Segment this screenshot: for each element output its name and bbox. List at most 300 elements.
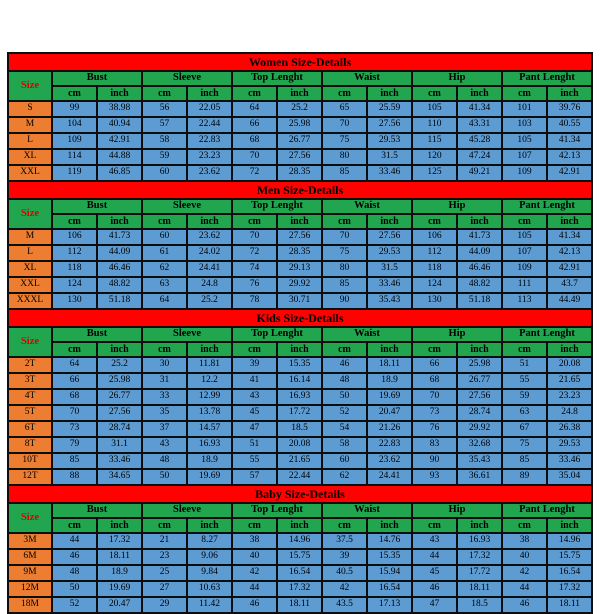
value-cell: 12.99 <box>187 389 232 405</box>
value-cell: 67 <box>502 421 547 437</box>
unit-header: cm <box>232 518 277 533</box>
value-cell: 85 <box>52 453 97 469</box>
unit-header: cm <box>412 342 457 357</box>
value-cell: 57 <box>232 469 277 485</box>
value-cell: 29 <box>142 597 187 613</box>
column-group-header: Waist <box>322 503 412 518</box>
value-cell: 13.78 <box>187 405 232 421</box>
column-group-header: Bust <box>52 71 142 86</box>
value-cell: 23.23 <box>187 149 232 165</box>
unit-header: inch <box>547 214 592 229</box>
value-cell: 17.13 <box>367 597 412 613</box>
value-cell: 25.98 <box>277 117 322 133</box>
value-cell: 111 <box>502 277 547 293</box>
value-cell: 109 <box>502 165 547 181</box>
unit-header: inch <box>457 518 502 533</box>
value-cell: 19.69 <box>97 581 142 597</box>
value-cell: 68 <box>412 373 457 389</box>
value-cell: 25.98 <box>457 357 502 373</box>
value-cell: 42 <box>232 565 277 581</box>
value-cell: 16.54 <box>277 565 322 581</box>
value-cell: 17.32 <box>277 581 322 597</box>
table-row <box>8 565 592 581</box>
value-cell: 101 <box>502 101 547 117</box>
table-row <box>8 373 592 389</box>
size-table-section <box>7 180 593 310</box>
value-cell: 42.13 <box>547 149 592 165</box>
value-cell: 68 <box>232 133 277 149</box>
value-cell: 22.83 <box>187 133 232 149</box>
column-group-header: Sleeve <box>142 71 232 86</box>
value-cell: 88 <box>52 469 97 485</box>
value-cell: 93 <box>412 469 457 485</box>
value-cell: 72 <box>232 165 277 181</box>
value-cell: 66 <box>52 373 97 389</box>
value-cell: 68 <box>52 389 97 405</box>
value-cell: 59 <box>142 149 187 165</box>
value-cell: 22.44 <box>277 469 322 485</box>
unit-header: cm <box>232 86 277 101</box>
unit-header: cm <box>322 86 367 101</box>
value-cell: 52 <box>52 597 97 613</box>
value-cell: 78 <box>232 293 277 309</box>
value-cell: 27.56 <box>367 117 412 133</box>
value-cell: 75 <box>322 245 367 261</box>
value-cell: 16.54 <box>547 565 592 581</box>
value-cell: 19.69 <box>187 469 232 485</box>
value-cell: 80 <box>322 149 367 165</box>
size-cell: 6M <box>8 549 52 565</box>
unit-header: cm <box>412 214 457 229</box>
size-cell: 8T <box>8 437 52 453</box>
column-group-header: Pant Lenght <box>502 503 592 518</box>
value-cell: 10.63 <box>187 581 232 597</box>
unit-header: cm <box>232 342 277 357</box>
value-cell: 42 <box>322 581 367 597</box>
value-cell: 20.08 <box>547 357 592 373</box>
value-cell: 18.9 <box>97 565 142 581</box>
value-cell: 85 <box>322 165 367 181</box>
value-cell: 45 <box>232 405 277 421</box>
value-cell: 73 <box>52 421 97 437</box>
value-cell: 64 <box>232 101 277 117</box>
value-cell: 39 <box>232 357 277 373</box>
value-cell: 16.93 <box>457 533 502 549</box>
column-group-header: Sleeve <box>142 503 232 518</box>
value-cell: 57 <box>142 117 187 133</box>
size-cell: 12M <box>8 581 52 597</box>
value-cell: 17.32 <box>457 549 502 565</box>
table-row <box>8 165 592 181</box>
value-cell: 21.65 <box>277 453 322 469</box>
value-cell: 15.75 <box>547 549 592 565</box>
column-group-header: Bust <box>52 503 142 518</box>
value-cell: 41.34 <box>547 133 592 149</box>
value-cell: 17.72 <box>277 405 322 421</box>
value-cell: 23.23 <box>547 389 592 405</box>
unit-header: inch <box>547 518 592 533</box>
value-cell: 23.62 <box>367 453 412 469</box>
value-cell: 55 <box>232 453 277 469</box>
size-cell: 10T <box>8 453 52 469</box>
unit-header: inch <box>277 214 322 229</box>
unit-header: inch <box>187 214 232 229</box>
value-cell: 42 <box>502 565 547 581</box>
size-table-section <box>7 52 593 182</box>
value-cell: 29.13 <box>277 261 322 277</box>
value-cell: 70 <box>232 149 277 165</box>
value-cell: 25.2 <box>97 357 142 373</box>
column-group-header: Top Lenght <box>232 503 322 518</box>
value-cell: 26.77 <box>457 373 502 389</box>
unit-header: cm <box>142 342 187 357</box>
size-column-header: Size <box>8 327 52 357</box>
value-cell: 29.53 <box>367 245 412 261</box>
value-cell: 22.44 <box>187 117 232 133</box>
value-cell: 35.43 <box>457 453 502 469</box>
size-cell: XXXL <box>8 293 52 309</box>
value-cell: 21 <box>142 533 187 549</box>
value-cell: 8.27 <box>187 533 232 549</box>
value-cell: 44.88 <box>97 149 142 165</box>
unit-header: inch <box>97 518 142 533</box>
size-cell: 3T <box>8 373 52 389</box>
value-cell: 24.41 <box>187 261 232 277</box>
value-cell: 124 <box>52 277 97 293</box>
value-cell: 75 <box>322 133 367 149</box>
value-cell: 107 <box>502 149 547 165</box>
value-cell: 30.71 <box>277 293 322 309</box>
value-cell: 48.82 <box>97 277 142 293</box>
value-cell: 35 <box>142 405 187 421</box>
unit-header: inch <box>187 518 232 533</box>
value-cell: 51.18 <box>97 293 142 309</box>
value-cell: 70 <box>232 229 277 245</box>
value-cell: 24.8 <box>187 277 232 293</box>
value-cell: 29.53 <box>547 437 592 453</box>
value-cell: 28.74 <box>97 421 142 437</box>
value-cell: 76 <box>412 421 457 437</box>
value-cell: 18.11 <box>277 597 322 613</box>
value-cell: 31 <box>142 373 187 389</box>
value-cell: 45.28 <box>457 133 502 149</box>
size-column-header: Size <box>8 503 52 533</box>
value-cell: 16.93 <box>187 437 232 453</box>
value-cell: 32.68 <box>457 437 502 453</box>
column-group-header: Sleeve <box>142 327 232 342</box>
value-cell: 40.5 <box>322 565 367 581</box>
value-cell: 66 <box>232 117 277 133</box>
value-cell: 90 <box>322 293 367 309</box>
unit-header: inch <box>457 214 502 229</box>
value-cell: 22.05 <box>187 101 232 117</box>
value-cell: 16.54 <box>367 581 412 597</box>
column-group-header: Waist <box>322 327 412 342</box>
value-cell: 70 <box>52 405 97 421</box>
value-cell: 110 <box>412 117 457 133</box>
value-cell: 36.61 <box>457 469 502 485</box>
value-cell: 17.32 <box>547 581 592 597</box>
unit-header: cm <box>502 86 547 101</box>
value-cell: 89 <box>502 469 547 485</box>
value-cell: 47 <box>232 421 277 437</box>
value-cell: 17.32 <box>97 533 142 549</box>
value-cell: 29.53 <box>367 133 412 149</box>
value-cell: 15.35 <box>277 357 322 373</box>
value-cell: 20.08 <box>277 437 322 453</box>
value-cell: 26.77 <box>97 389 142 405</box>
value-cell: 58 <box>322 437 367 453</box>
value-cell: 22.83 <box>367 437 412 453</box>
value-cell: 83 <box>412 437 457 453</box>
value-cell: 33.46 <box>97 453 142 469</box>
table-row <box>8 469 592 485</box>
size-cell: 3M <box>8 533 52 549</box>
unit-header: inch <box>367 518 412 533</box>
column-group-header: Pant Lenght <box>502 327 592 342</box>
section-title: Men Size-Details <box>8 181 592 199</box>
value-cell: 18.9 <box>367 373 412 389</box>
size-cell: M <box>8 117 52 133</box>
size-cell: M <box>8 229 52 245</box>
value-cell: 42.91 <box>547 165 592 181</box>
column-group-header: Pant Lenght <box>502 71 592 86</box>
value-cell: 41.73 <box>457 229 502 245</box>
value-cell: 33 <box>142 389 187 405</box>
value-cell: 61 <box>142 245 187 261</box>
value-cell: 43.31 <box>457 117 502 133</box>
value-cell: 41.73 <box>97 229 142 245</box>
value-cell: 25.2 <box>187 293 232 309</box>
value-cell: 20.47 <box>97 597 142 613</box>
unit-header: inch <box>187 86 232 101</box>
column-group-header: Bust <box>52 199 142 214</box>
size-cell: 4T <box>8 389 52 405</box>
table-row <box>8 549 592 565</box>
value-cell: 120 <box>412 149 457 165</box>
unit-header: cm <box>322 518 367 533</box>
value-cell: 15.94 <box>367 565 412 581</box>
size-cell: L <box>8 245 52 261</box>
value-cell: 79 <box>52 437 97 453</box>
value-cell: 42.91 <box>547 261 592 277</box>
table-row <box>8 597 592 613</box>
value-cell: 107 <box>502 245 547 261</box>
value-cell: 44.49 <box>547 293 592 309</box>
value-cell: 40 <box>502 549 547 565</box>
value-cell: 31.1 <box>97 437 142 453</box>
value-cell: 18.5 <box>277 421 322 437</box>
value-cell: 59 <box>502 389 547 405</box>
value-cell: 54 <box>322 421 367 437</box>
column-group-header: Hip <box>412 199 502 214</box>
value-cell: 44 <box>232 581 277 597</box>
value-cell: 44 <box>412 549 457 565</box>
value-cell: 105 <box>412 101 457 117</box>
unit-header: inch <box>457 86 502 101</box>
table-row <box>8 245 592 261</box>
column-group-header: Waist <box>322 71 412 86</box>
value-cell: 45 <box>412 565 457 581</box>
value-cell: 103 <box>502 117 547 133</box>
value-cell: 46 <box>412 581 457 597</box>
value-cell: 14.76 <box>367 533 412 549</box>
value-cell: 46 <box>52 549 97 565</box>
value-cell: 42.13 <box>547 245 592 261</box>
unit-header: inch <box>367 86 412 101</box>
value-cell: 16.14 <box>277 373 322 389</box>
value-cell: 70 <box>322 117 367 133</box>
value-cell: 60 <box>142 165 187 181</box>
value-cell: 44 <box>52 533 97 549</box>
value-cell: 50 <box>142 469 187 485</box>
table-row <box>8 357 592 373</box>
table-row <box>8 133 592 149</box>
unit-header: cm <box>232 214 277 229</box>
value-cell: 14.57 <box>187 421 232 437</box>
column-group-header: Waist <box>322 199 412 214</box>
value-cell: 50 <box>52 581 97 597</box>
unit-header: cm <box>502 342 547 357</box>
value-cell: 130 <box>412 293 457 309</box>
value-cell: 46 <box>502 597 547 613</box>
table-row <box>8 293 592 309</box>
value-cell: 19.69 <box>367 389 412 405</box>
value-cell: 105 <box>502 133 547 149</box>
unit-header: inch <box>277 86 322 101</box>
value-cell: 51.18 <box>457 293 502 309</box>
value-cell: 109 <box>502 261 547 277</box>
unit-header: cm <box>412 86 457 101</box>
size-cell: XXL <box>8 277 52 293</box>
value-cell: 18.11 <box>367 357 412 373</box>
table-row <box>8 453 592 469</box>
value-cell: 105 <box>502 229 547 245</box>
unit-header: cm <box>52 518 97 533</box>
unit-header: cm <box>322 342 367 357</box>
value-cell: 115 <box>412 133 457 149</box>
value-cell: 70 <box>322 229 367 245</box>
value-cell: 15.75 <box>277 549 322 565</box>
value-cell: 43.7 <box>547 277 592 293</box>
value-cell: 23.62 <box>187 229 232 245</box>
value-cell: 11.81 <box>187 357 232 373</box>
value-cell: 29.92 <box>457 421 502 437</box>
value-cell: 48.82 <box>457 277 502 293</box>
value-cell: 38.98 <box>97 101 142 117</box>
value-cell: 16.93 <box>277 389 322 405</box>
value-cell: 18.9 <box>187 453 232 469</box>
value-cell: 56 <box>142 101 187 117</box>
value-cell: 58 <box>142 133 187 149</box>
value-cell: 9.06 <box>187 549 232 565</box>
value-cell: 28.74 <box>457 405 502 421</box>
value-cell: 24.41 <box>367 469 412 485</box>
value-cell: 27 <box>142 581 187 597</box>
value-cell: 70 <box>412 389 457 405</box>
column-group-header: Top Lenght <box>232 71 322 86</box>
value-cell: 27.56 <box>367 229 412 245</box>
value-cell: 46 <box>322 357 367 373</box>
size-cell: 9M <box>8 565 52 581</box>
value-cell: 48 <box>52 565 97 581</box>
value-cell: 51 <box>502 357 547 373</box>
unit-header: inch <box>547 342 592 357</box>
unit-header: inch <box>457 342 502 357</box>
value-cell: 48 <box>322 373 367 389</box>
value-cell: 90 <box>412 453 457 469</box>
table-row <box>8 277 592 293</box>
column-group-header: Top Lenght <box>232 199 322 214</box>
value-cell: 112 <box>52 245 97 261</box>
size-table-section <box>7 308 593 486</box>
size-cell: 5T <box>8 405 52 421</box>
value-cell: 130 <box>52 293 97 309</box>
value-cell: 37 <box>142 421 187 437</box>
column-group-header: Pant Lenght <box>502 199 592 214</box>
value-cell: 125 <box>412 165 457 181</box>
column-group-header: Top Lenght <box>232 327 322 342</box>
value-cell: 39.76 <box>547 101 592 117</box>
unit-header: cm <box>52 86 97 101</box>
value-cell: 112 <box>412 245 457 261</box>
value-cell: 40.94 <box>97 117 142 133</box>
value-cell: 24.02 <box>187 245 232 261</box>
size-chart <box>7 52 593 614</box>
value-cell: 34.65 <box>97 469 142 485</box>
value-cell: 37.5 <box>322 533 367 549</box>
value-cell: 44.09 <box>457 245 502 261</box>
value-cell: 21.26 <box>367 421 412 437</box>
value-cell: 124 <box>412 277 457 293</box>
value-cell: 25 <box>142 565 187 581</box>
size-cell: 2T <box>8 357 52 373</box>
value-cell: 20.47 <box>367 405 412 421</box>
value-cell: 75 <box>502 437 547 453</box>
value-cell: 46 <box>232 597 277 613</box>
column-group-header: Hip <box>412 327 502 342</box>
value-cell: 43 <box>142 437 187 453</box>
value-cell: 26.38 <box>547 421 592 437</box>
value-cell: 28.35 <box>277 245 322 261</box>
value-cell: 33.46 <box>367 165 412 181</box>
unit-header: cm <box>502 518 547 533</box>
size-cell: XL <box>8 261 52 277</box>
value-cell: 40 <box>232 549 277 565</box>
value-cell: 47 <box>412 597 457 613</box>
unit-header: inch <box>367 214 412 229</box>
value-cell: 63 <box>502 405 547 421</box>
value-cell: 25.59 <box>367 101 412 117</box>
table-row <box>8 389 592 405</box>
value-cell: 26.77 <box>277 133 322 149</box>
unit-header: cm <box>322 214 367 229</box>
value-cell: 23 <box>142 549 187 565</box>
value-cell: 18.5 <box>457 597 502 613</box>
value-cell: 46.85 <box>97 165 142 181</box>
table-row <box>8 117 592 133</box>
value-cell: 113 <box>502 293 547 309</box>
value-cell: 25.98 <box>97 373 142 389</box>
value-cell: 30 <box>142 357 187 373</box>
value-cell: 64 <box>52 357 97 373</box>
unit-header: inch <box>547 86 592 101</box>
size-cell: XL <box>8 149 52 165</box>
value-cell: 72 <box>232 245 277 261</box>
value-cell: 73 <box>412 405 457 421</box>
size-cell: XXL <box>8 165 52 181</box>
value-cell: 15.35 <box>367 549 412 565</box>
